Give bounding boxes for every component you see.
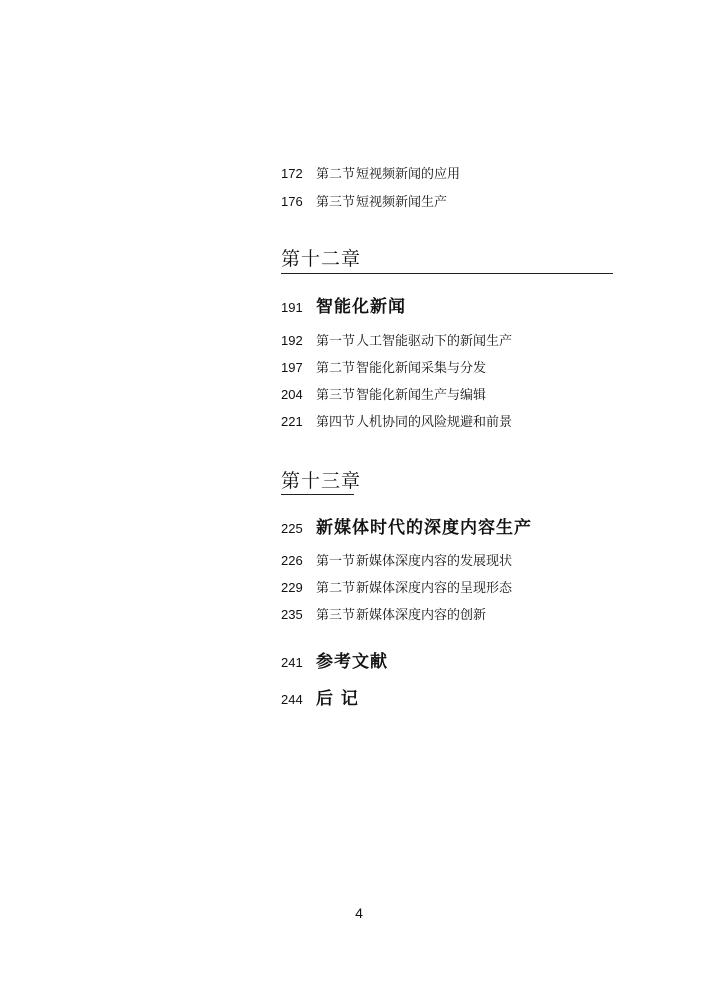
entry-section: 第二节 <box>316 361 356 376</box>
back-matter-title: 后 记 <box>316 689 359 709</box>
entry-title: 智能化新闻生产与编辑 <box>356 388 487 403</box>
toc-entry[interactable] <box>281 330 512 349</box>
back-matter-page: 244 <box>281 692 303 707</box>
entry-title: 新媒体深度内容的创新 <box>356 608 487 623</box>
entry-title: 新媒体深度内容的发展现状 <box>356 554 513 569</box>
toc-entry[interactable] <box>281 577 512 596</box>
page-number: 4 <box>355 905 363 921</box>
chapter-12-rule <box>281 273 613 274</box>
entry-section: 第一节 <box>316 334 356 349</box>
entry-page: 226 <box>281 553 303 568</box>
toc-entry[interactable] <box>281 384 486 403</box>
entry-section: 第四节 <box>316 415 356 430</box>
entry-title: 新媒体深度内容的呈现形态 <box>356 581 513 596</box>
chapter-title: 新媒体时代的深度内容生产 <box>316 518 532 538</box>
chapter-page: 191 <box>281 300 303 315</box>
toc-entry[interactable] <box>281 411 512 430</box>
chapter-12-title-entry[interactable] <box>281 292 406 317</box>
toc-entry[interactable] <box>281 357 486 376</box>
entry-title: 短视频新闻的应用 <box>356 167 461 182</box>
entry-page: 229 <box>281 580 303 595</box>
entry-title: 智能化新闻采集与分发 <box>356 361 487 376</box>
chapter-13-heading: 第十三章 <box>281 470 362 492</box>
chapter-12-heading: 第十二章 <box>281 248 362 270</box>
entry-section: 第二节 <box>316 167 356 182</box>
toc-entry[interactable] <box>281 163 460 182</box>
entry-section: 第三节 <box>316 608 356 623</box>
chapter-13-rule <box>281 494 354 495</box>
entry-title: 短视频新闻生产 <box>356 195 448 210</box>
back-matter-references[interactable] <box>281 647 388 672</box>
entry-page: 235 <box>281 607 303 622</box>
entry-page: 176 <box>281 194 303 209</box>
entry-section: 第二节 <box>316 581 356 596</box>
back-matter-afterword[interactable] <box>281 684 359 709</box>
back-matter-page: 241 <box>281 655 303 670</box>
entry-page: 221 <box>281 414 303 429</box>
entry-title: 人工智能驱动下的新闻生产 <box>356 334 513 349</box>
entry-page: 172 <box>281 166 303 181</box>
toc-entry[interactable] <box>281 191 447 210</box>
entry-section: 第一节 <box>316 554 356 569</box>
chapter-13-title-entry[interactable] <box>281 513 532 538</box>
entry-title: 人机协同的风险规避和前景 <box>356 415 513 430</box>
back-matter-title: 参考文献 <box>316 652 388 672</box>
entry-page: 204 <box>281 387 303 402</box>
toc-entry[interactable] <box>281 550 512 569</box>
toc-entry[interactable] <box>281 604 486 623</box>
chapter-title: 智能化新闻 <box>316 297 406 317</box>
entry-page: 197 <box>281 360 303 375</box>
entry-section: 第三节 <box>316 195 356 210</box>
chapter-page: 225 <box>281 521 303 536</box>
entry-page: 192 <box>281 333 303 348</box>
entry-section: 第三节 <box>316 388 356 403</box>
